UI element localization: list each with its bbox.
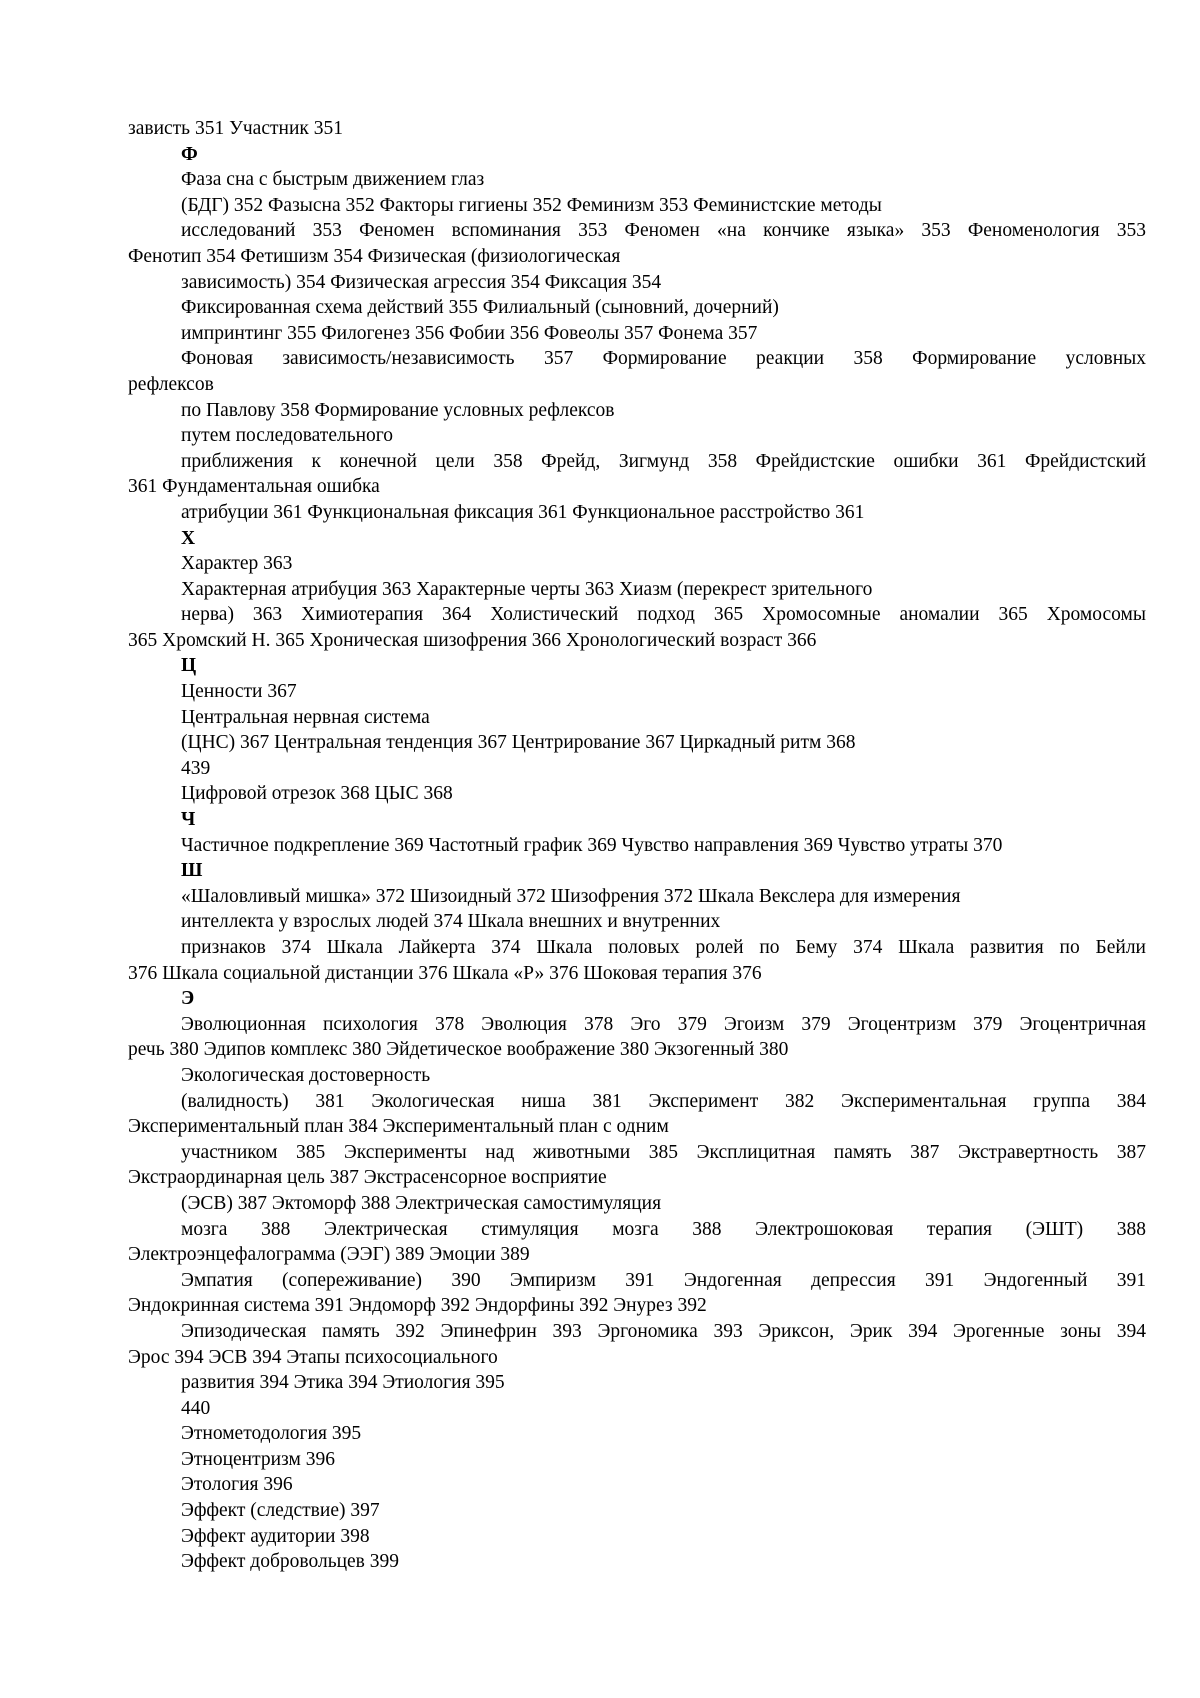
- index-line: развития 394 Этика 394 Этиология 395: [181, 1372, 505, 1394]
- index-line: рефлексов: [128, 373, 214, 395]
- index-line: исследований 353 Феномен вспоминания 353 Феномен «на кончике языка» 353 Феноменология 353: [181, 220, 1146, 242]
- index-line: Эрос 394 ЭСВ 394 Этапы психосоциального: [128, 1346, 498, 1368]
- index-line: речь 380 Эдипов комплекс 380 Эйдетическое воображение 380 Экзогенный 380: [128, 1039, 789, 1061]
- index-line: Фиксированная схема действий 355 Филиальный (сыновний, дочерний): [181, 297, 779, 319]
- index-line: Этнометодология 395: [181, 1423, 362, 1445]
- index-line: зависть 351 Участник 351: [128, 118, 343, 139]
- index-line: Эффект добровольцев 399: [181, 1551, 400, 1573]
- index-line: интеллекта у взрослых людей 374 Шкала внешних и внутренних: [181, 911, 721, 933]
- index-line: Центральная нервная система: [181, 706, 430, 728]
- page-number: 440: [181, 1397, 211, 1419]
- index-line: Этноцентризм 396: [181, 1448, 335, 1470]
- index-line: зависимость) 354 Физическая агрессия 354 Фиксация 354: [181, 271, 662, 293]
- index-line: Частичное подкрепление 369 Частотный график 369 Чувство направления 369 Чувство утраты 370: [181, 834, 1003, 856]
- index-line: Эпизодическая память 392 Эпинефрин 393 Эргономика 393 Эриксон, Эрик 394 Эрогенные зоны 394: [181, 1320, 1146, 1342]
- index-line: Этология 396: [181, 1474, 293, 1496]
- index-line: Ценности 367: [181, 681, 297, 703]
- index-line: Характерная атрибуция 363 Характерные черты 363 Хиазм (перекрест зрительного: [181, 578, 873, 600]
- index-page: [128, 116, 1146, 1575]
- index-line: нерва) 363 Химиотерапия 364 Холистический подход 365 Хромосомные аномалии 365 Хромосомы: [181, 604, 1146, 626]
- index-line: приближения к конечной цели 358 Фрейд, Зигмунд 358 Фрейдистские ошибки 361 Фрейдистский: [181, 450, 1146, 472]
- index-line: путем последовательного: [181, 425, 394, 447]
- index-line: 376 Шкала социальной дистанции 376 Шкала «Р» 376 Шоковая терапия 376: [128, 962, 762, 984]
- index-line: Характер 363: [181, 553, 293, 575]
- index-line: Экспериментальный план 384 Экспериментальный план с одним: [128, 1116, 669, 1138]
- index-line: мозга 388 Электрическая стимуляция мозга 388 Электрошоковая терапия (ЭШТ) 388: [181, 1218, 1146, 1240]
- index-line: Цифровой отрезок 368 ЦЫС 368: [181, 783, 453, 805]
- letter-heading: Ш: [181, 860, 203, 882]
- index-line: Экологическая достоверность: [181, 1064, 431, 1086]
- index-line: атрибуции 361 Функциональная фиксация 361 Функциональное расстройство 361: [181, 501, 865, 523]
- page-number: 439: [181, 757, 211, 779]
- index-line: Фаза сна с быстрым движением глаз: [181, 169, 485, 191]
- index-line: Экстраординарная цель 387 Экстрасенсорное восприятие: [128, 1167, 607, 1189]
- index-line: «Шаловливый мишка» 372 Шизоидный 372 Шизофрения 372 Шкала Векслера для измерения: [181, 885, 961, 907]
- letter-heading: Ц: [181, 655, 197, 677]
- index-line: (ЦНС) 367 Центральная тенденция 367 Центрирование 367 Циркадный ритм 368: [181, 732, 856, 754]
- index-line: (ЭСВ) 387 Эктоморф 388 Электрическая самостимуляция: [181, 1192, 662, 1214]
- index-line: Фоновая зависимость/независимость 357 Формирование реакции 358 Формирование условных: [181, 348, 1146, 370]
- index-line: Эндокринная система 391 Эндоморф 392 Эндорфины 392 Энурез 392: [128, 1295, 707, 1317]
- index-line: Эффект аудитории 398: [181, 1525, 370, 1547]
- index-line: Электроэнцефалограмма (ЭЭГ) 389 Эмоции 389: [128, 1244, 530, 1266]
- index-line: (валидность) 381 Экологическая ниша 381 Эксперимент 382 Экспериментальная группа 384: [181, 1090, 1146, 1112]
- index-line: Фенотип 354 Фетишизм 354 Физическая (физиологическая: [128, 245, 621, 267]
- index-line: (БДГ) 352 Фазысна 352 Факторы гигиены 352 Феминизм 353 Феминистские методы: [181, 194, 882, 216]
- index-line: импринтинг 355 Филогенез 356 Фобии 356 Фовеолы 357 Фонема 357: [181, 322, 758, 344]
- index-line: Эффект (следствие) 397: [181, 1500, 380, 1522]
- index-line: Эмпатия (сопереживание) 390 Эмпиризм 391 Эндогенная депрессия 391 Эндогенный 391: [181, 1269, 1146, 1291]
- index-line: признаков 374 Шкала Лайкерта 374 Шкала половых ролей по Бему 374 Шкала развития по Бейли: [181, 937, 1146, 958]
- index-line: 361 Фундаментальная ошибка: [128, 476, 380, 498]
- index-line: участником 385 Эксперименты над животными 385 Эксплицитная память 387 Экстравертность 387: [181, 1141, 1146, 1163]
- index-line: по Павлову 358 Формирование условных рефлексов: [181, 399, 615, 421]
- letter-heading: Ч: [181, 809, 196, 831]
- letter-heading: Ф: [181, 143, 198, 165]
- index-line: Эволюционная психология 378 Эволюция 378 Эго 379 Эгоизм 379 Эгоцентризм 379 Эгоцентричная: [181, 1013, 1146, 1035]
- letter-heading: Э: [181, 988, 195, 1010]
- index-line: 365 Хромский Н. 365 Хроническая шизофрения 366 Хронологический возраст 366: [128, 629, 817, 651]
- letter-heading: Х: [181, 527, 196, 549]
